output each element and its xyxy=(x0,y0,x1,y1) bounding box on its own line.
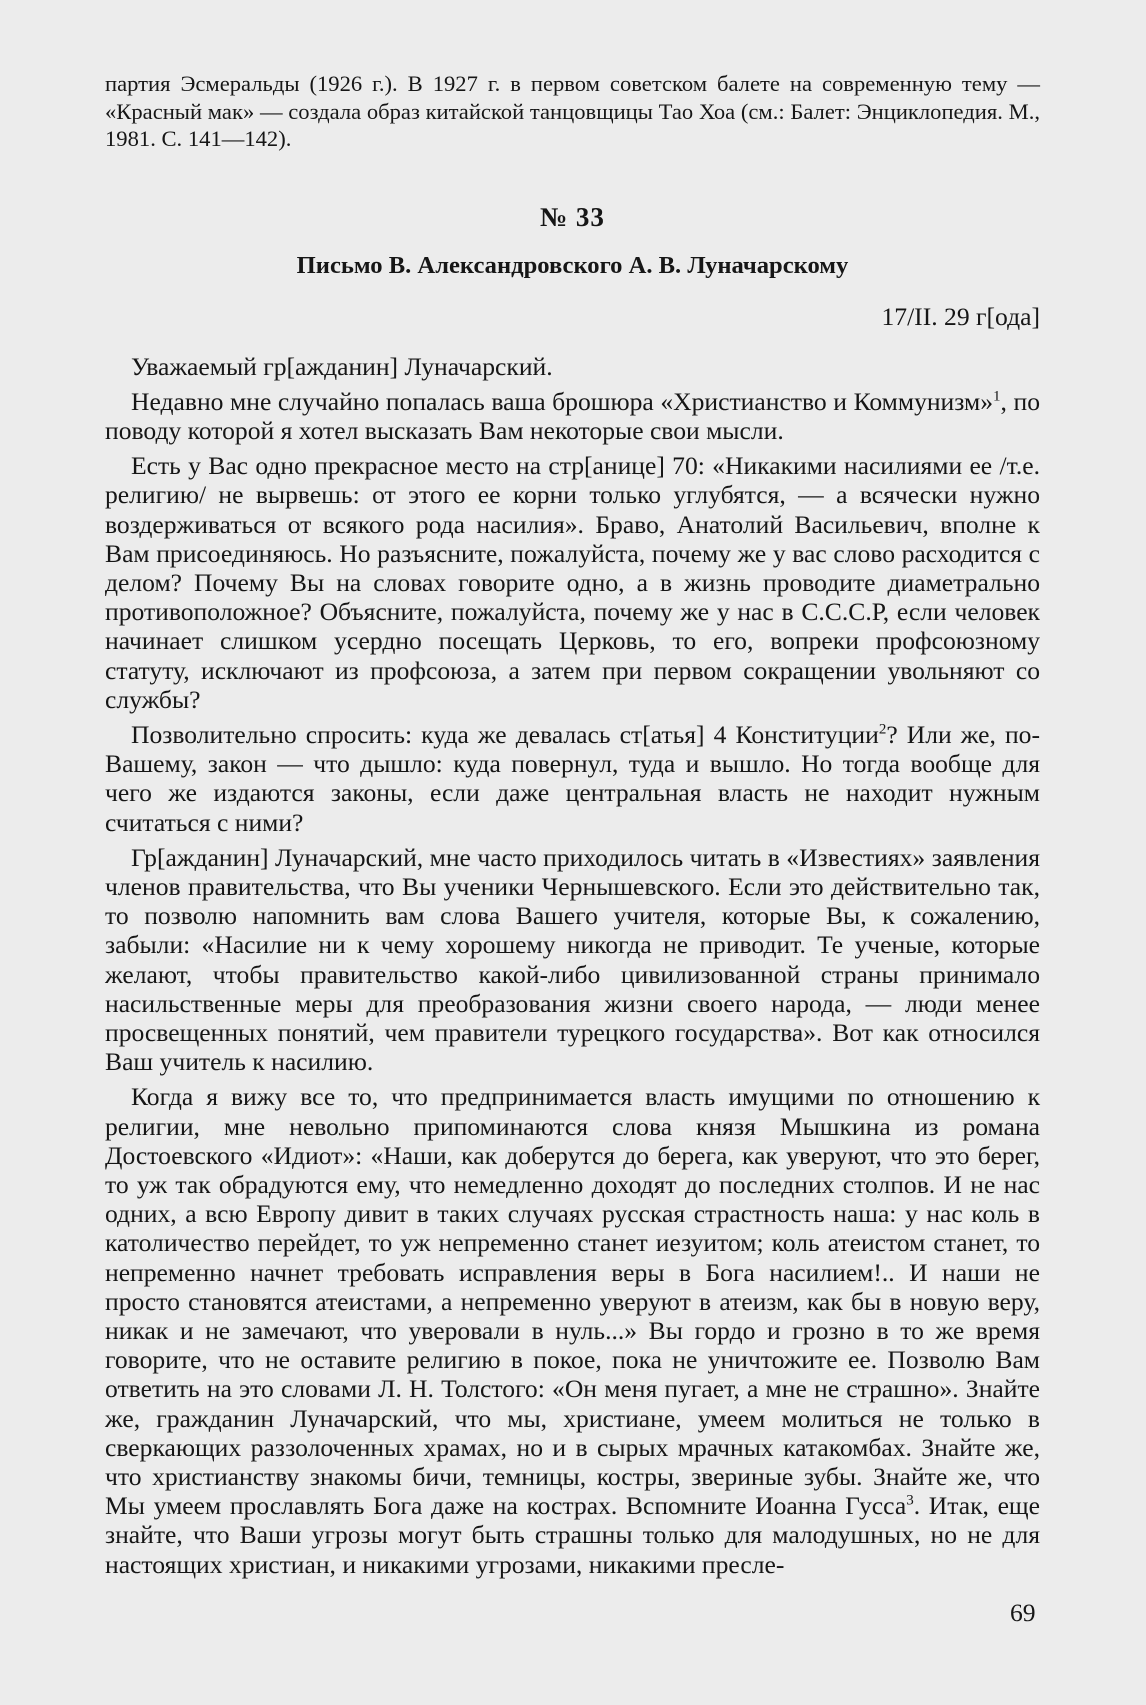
paragraph-text: Есть у Вас одно прекрасное место на стр[анице] 70: «Никакими насилиями ее /т.е. религию/ не вырвешь: от этого ее корни только углубятся, — а всячески нужно воздерживаться от всякого рода насилия». Браво, Анатолий Васильевич, вполне к Вам присоединяюсь. Но разъясните, пожалуйста, почему же у вас слово расходится с делом? Почему Вы на словах говорите одно, а в жизнь проводите диаметрально противоположное? Объясните, пожалуйста, почему же у нас в С.С.С.Р, если человек начинает слишком усердно посещать Церковь, то его, вопреки профсоюзному статуту, исключают из профсоюза, а затем при первом сокращении увольняют со службы? xyxy=(105,451,1040,714)
paragraph-salutation xyxy=(105,352,1040,381)
paragraph xyxy=(105,451,1040,714)
paragraph-text: Когда я вижу все то, что предпринимается власть имущими по отношению к религии, мне невольно припоминаются слова князя Мышкина из романа Достоевского «Идиот»: «Наши, как доберутся до берега, как уверуют, что это берег, то уж так обрадуются ему, что немедленно доходят до последних столпов. И не нас одних, а всю Европу дивит в таких случаях русская страстность наша: у нас коль в католичество перейдет, то уж непременно станет иезуитом; коль атеистом станет, то непременно начнет требовать исправления веры в Бога насилием!.. И наши не просто становятся атеистами, а непременно уверуют в атеизм, как бы в новую веру, никак и не замечают, что уверовали в нуль...» Вы гордо и грозно в то же время говорите, что не оставите религию в покое, пока не уничтожите ее. Позволю Вам ответить на это словами Л. Н. Толстого: «Он меня пугает, а мне не страшно». Знайте же, гражданин Луначарский, что мы, христиане, умеем молиться не только в сверкающих раззолоченных храмах, но и в сырых мрачных катакомбах. Знайте же, что христианству знакомы бичи, темницы, костры, звериные зубы. Знайте же, что Мы умеем прославлять Бога даже на кострах. Вспомните Иоанна Гусса xyxy=(105,1082,1040,1521)
paragraph-text: Гр[ажданин] Луначарский, мне часто приходилось читать в «Известиях» заявления членов правительства, что Вы ученики Чернышевского. Если это действительно так, то позволю напомнить вам слова Вашего учителя, которые Вы, к сожалению, забыли: «Насилие ни к чему хорошему никогда не приводит. Те ученые, которые желают, чтобы правительство какой-либо цивилизованной страны принимало насильственные меры для преобразования жизни своего народа, — люди менее просвещенных понятий, чем правители турецкого государства». Вот как относился Ваш учитель к насилию. xyxy=(105,842,1040,1077)
paragraph-text: Недавно мне случайно попалась ваша брошюра «Христианство и Коммунизм» xyxy=(131,386,993,416)
page-number: 69 xyxy=(1010,1598,1036,1627)
footnote-marker: 3 xyxy=(906,1492,914,1509)
paragraph-text: Позволительно спросить: куда же девалась ст[атья] 4 Конституции xyxy=(131,719,879,749)
footnote-continuation: партия Эсмеральды (1926 г.). В 1927 г. в первом советском балете на современную тему — «Красный мак» — создала образ китайской танцовщицы Тао Хоа (см.: Балет: Энциклопедия. М., 1981. С. 141—142). xyxy=(105,71,1040,151)
paragraph xyxy=(105,1082,1040,1578)
paragraph-text-cont: . Итак, еще знайте, что Ваши угрозы могут быть страшны только для малодушных, но не для настоящих христиан, и никакими угрозами, никакими пресле- xyxy=(105,1491,1041,1579)
footnote-marker: 2 xyxy=(878,721,887,738)
paragraph xyxy=(105,843,1040,1077)
paragraph-text-cont: , по поводу которой я хотел высказать Вам некоторые свои мысли. xyxy=(105,386,1040,445)
document-number: № 33 xyxy=(540,201,605,232)
paragraph-text: Уважаемый гр[ажданин] Луначарский. xyxy=(131,351,553,381)
letter-date: 17/II. 29 г[ода] xyxy=(881,301,1040,331)
footnote-marker: 1 xyxy=(993,388,1001,405)
document-title: Письмо В. Александровского А. В. Луначарскому xyxy=(296,251,849,279)
text-column xyxy=(105,70,1040,1579)
paragraph-text-cont: ? Или же, по-Вашему, закон — что дышло: куда повернул, туда и вышло. Но тогда вообще для чего же издаются законы, если даже центральная власть не находит нужным считаться с ними? xyxy=(105,719,1040,837)
paragraph xyxy=(105,720,1040,837)
paragraph xyxy=(105,387,1040,445)
